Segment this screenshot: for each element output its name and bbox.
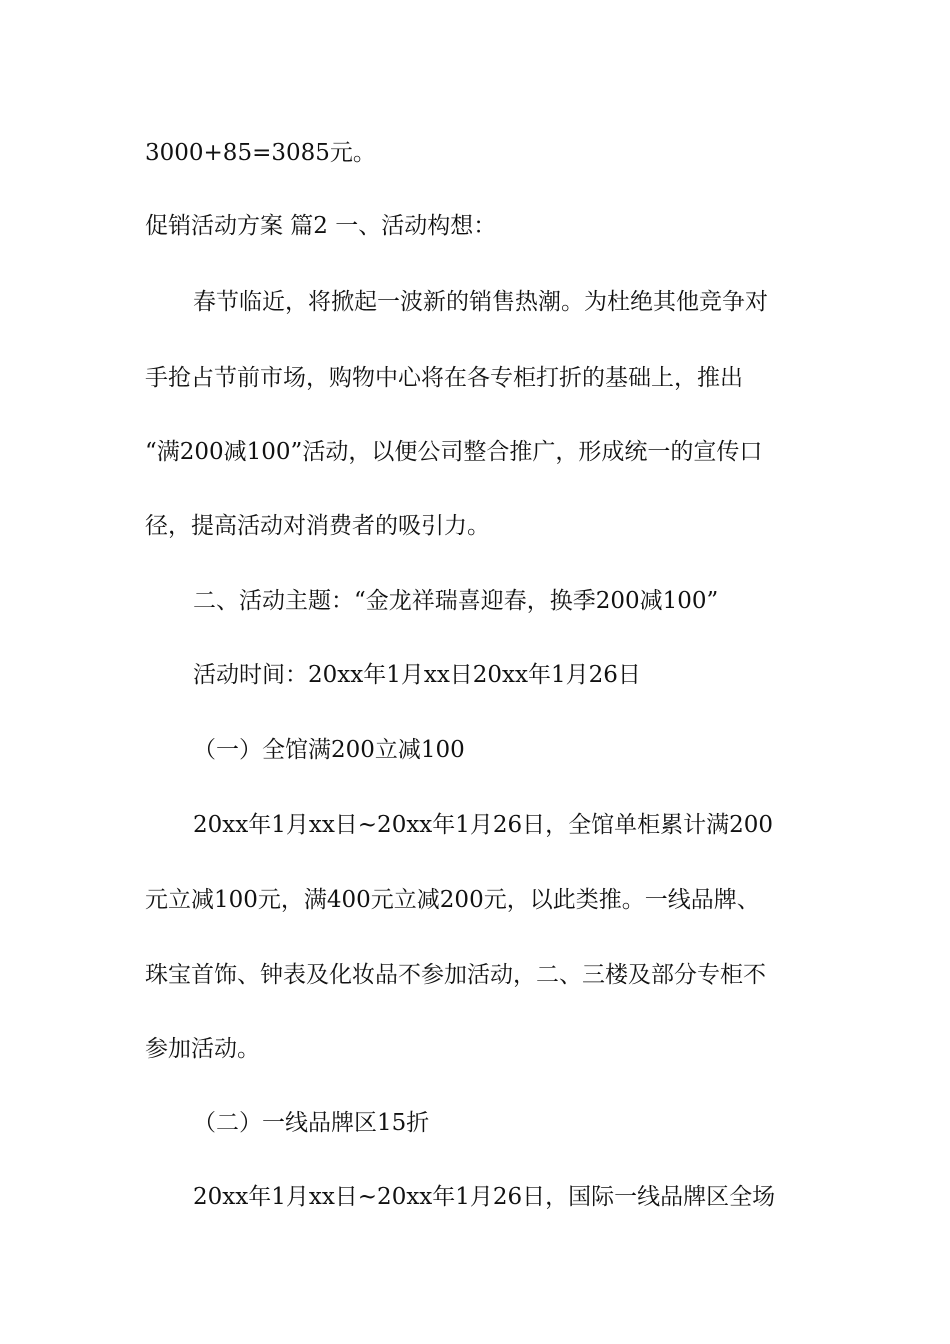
text-line: 3000+85=3085元。 (145, 140, 376, 166)
activity-time: 活动时间：20xx年1月xx日20xx年1月26日 (193, 662, 641, 688)
paragraph-line: 元立减100元，满400元立减200元，以此类推。一线品牌、 (145, 887, 760, 913)
subsection-heading: （二）一线品牌区15折 (193, 1110, 430, 1136)
paragraph-line: 20xx年1月xx日~20xx年1月26日，国际一线品牌区全场 (193, 1184, 776, 1210)
section-heading: 二、活动主题：“金龙祥瑞喜迎春，换季200减100” (193, 588, 719, 614)
section-heading: 促销活动方案 篇2 一、活动构想： (145, 213, 497, 239)
paragraph-line: 参加活动。 (145, 1036, 260, 1062)
paragraph-line: 春节临近，将掀起一波新的销售热潮。为杜绝其他竞争对 (193, 289, 768, 315)
paragraph-line: 径，提高活动对消费者的吸引力。 (145, 513, 490, 539)
paragraph-line: 20xx年1月xx日~20xx年1月26日，全馆单柜累计满200 (193, 812, 774, 838)
paragraph-line: 手抢占节前市场，购物中心将在各专柜打折的基础上，推出 (145, 365, 743, 391)
subsection-heading: （一）全馆满200立减100 (193, 737, 465, 763)
paragraph-line: 珠宝首饰、钟表及化妆品不参加活动，二、三楼及部分专柜不 (145, 962, 766, 988)
paragraph-line: “满200减100”活动，以便公司整合推广，形成统一的宣传口 (145, 439, 763, 465)
